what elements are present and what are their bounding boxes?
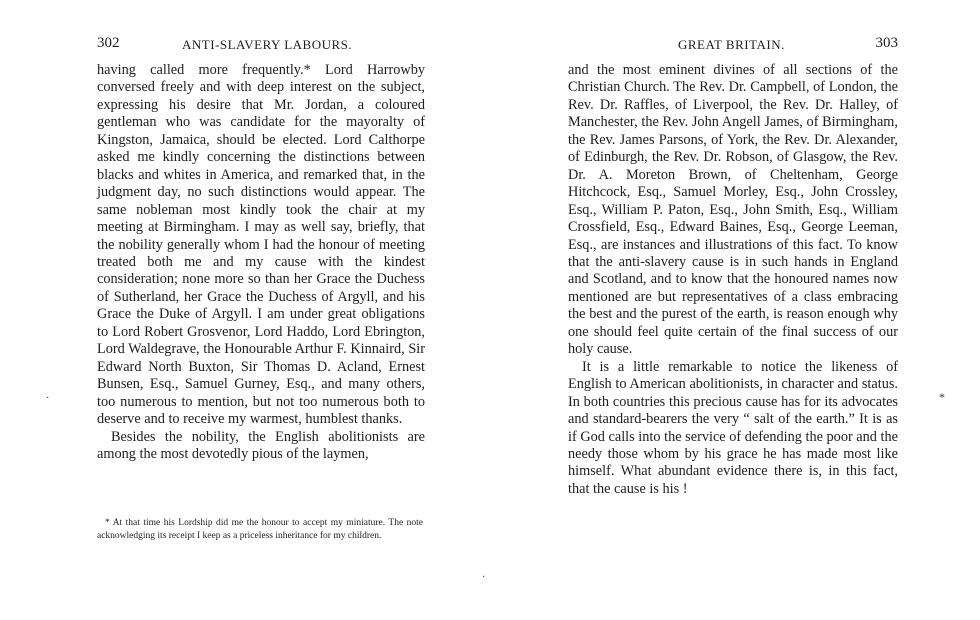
right-paragraph-1: and the most eminent divines of all sections of the Christian Church. The Rev. Dr. Campbell, of London, the Rev. Dr. Raffles, of Liverpool, the Rev. Dr. Halley, of Manchester, the Rev. John Angell James, of Birmingham, the Rev. James Parsons, of York, the Rev. Dr. Alexander, of Edinburgh, the Rev. Dr. Robson, of Glasgow, the Rev. Dr. A. Moreton Brown, of Cheltenham, George Hitchcock, Esq., Samuel Morley, Esq., John Crossley, Esq., William P. Paton, Esq., John Smith, Esq., William Crossfield, Esq., Edward Baines, Esq., George Leeman, Esq., are instances and illustrations of this fact. To know that the anti-slavery cause is in such hands in England and Scotland, and to know that the honoured names now mentioned are but representatives of a class embracing the best and the purest of the earth, is reason enough why one should feel quite certain of the final success of our holy cause. [568,62,898,358]
right-page [490,0,980,620]
page-number-left: 302 [97,35,120,51]
margin-asterisk-mark: * [939,390,945,404]
margin-speck: · [46,393,50,404]
gutter-speck: · [482,572,486,583]
running-head-right: GREAT BRITAIN. [678,37,785,52]
right-body-text [568,62,898,498]
left-page-header [97,37,427,57]
footnote-text: * At that time his Lordship did me the honour to accept my miniature. The note acknowledging its receipt I keep as a priceless inheritance for my children. [97,518,423,541]
left-paragraph-2: Besides the nobility, the English abolitionists are among the most devotedly pious of the laymen, [97,428,425,462]
left-body-text [97,62,425,463]
right-page-header [568,37,898,57]
page-number-right: 303 [875,35,898,51]
right-paragraph-2: It is a little remarkable to notice the likeness of English to American abolitionists, in character and status. In both countries this precious cause has for its advocates and standard-bearers the very “ salt of the earth.” It is as if God calls into the service of defending the poor and the needy those whom by his grace he has made most like himself. What abundant evidence there is, in this fact, that the cause is his ! [568,358,898,497]
left-footnote [97,517,423,542]
left-paragraph-1: having called more frequently.* Lord Harrowby conversed freely and with deep interest on the subject, expressing his desire that Mr. Jordan, a coloured gentleman who was candidate for the mayoralty of Kingston, Jamaica, should be elected. Lord Calthorpe asked me kindly concerning the distinctions between blacks and whites in America, and remarked that, in the judgment day, no such distinctions would appear. The same nobleman most kindly took the chair at my meeting at Birmingham. I may as well say, briefly, that the nobility generally whom I had the honour of meeting treated both me and my cause with the kindest consideration; none more so than her Grace the Duchess of Sutherland, her Grace the Duchess of Argyll, and his Grace the Duke of Argyll. I am under great obligations to Lord Robert Grosvenor, Lord Haddo, Lord Ebrington, Lord Waldegrave, the Honourable Arthur F. Kinnaird, Sir Edward North Buxton, Sir Thomas D. Acland, Ernest Bunsen, Esq., Samuel Gurney, Esq., and many others, too numerous to mention, but not too numerous both to deserve and to receive my warmest, humblest thanks. [97,62,425,428]
running-head-left: ANTI-SLAVERY LABOURS. [182,37,353,52]
